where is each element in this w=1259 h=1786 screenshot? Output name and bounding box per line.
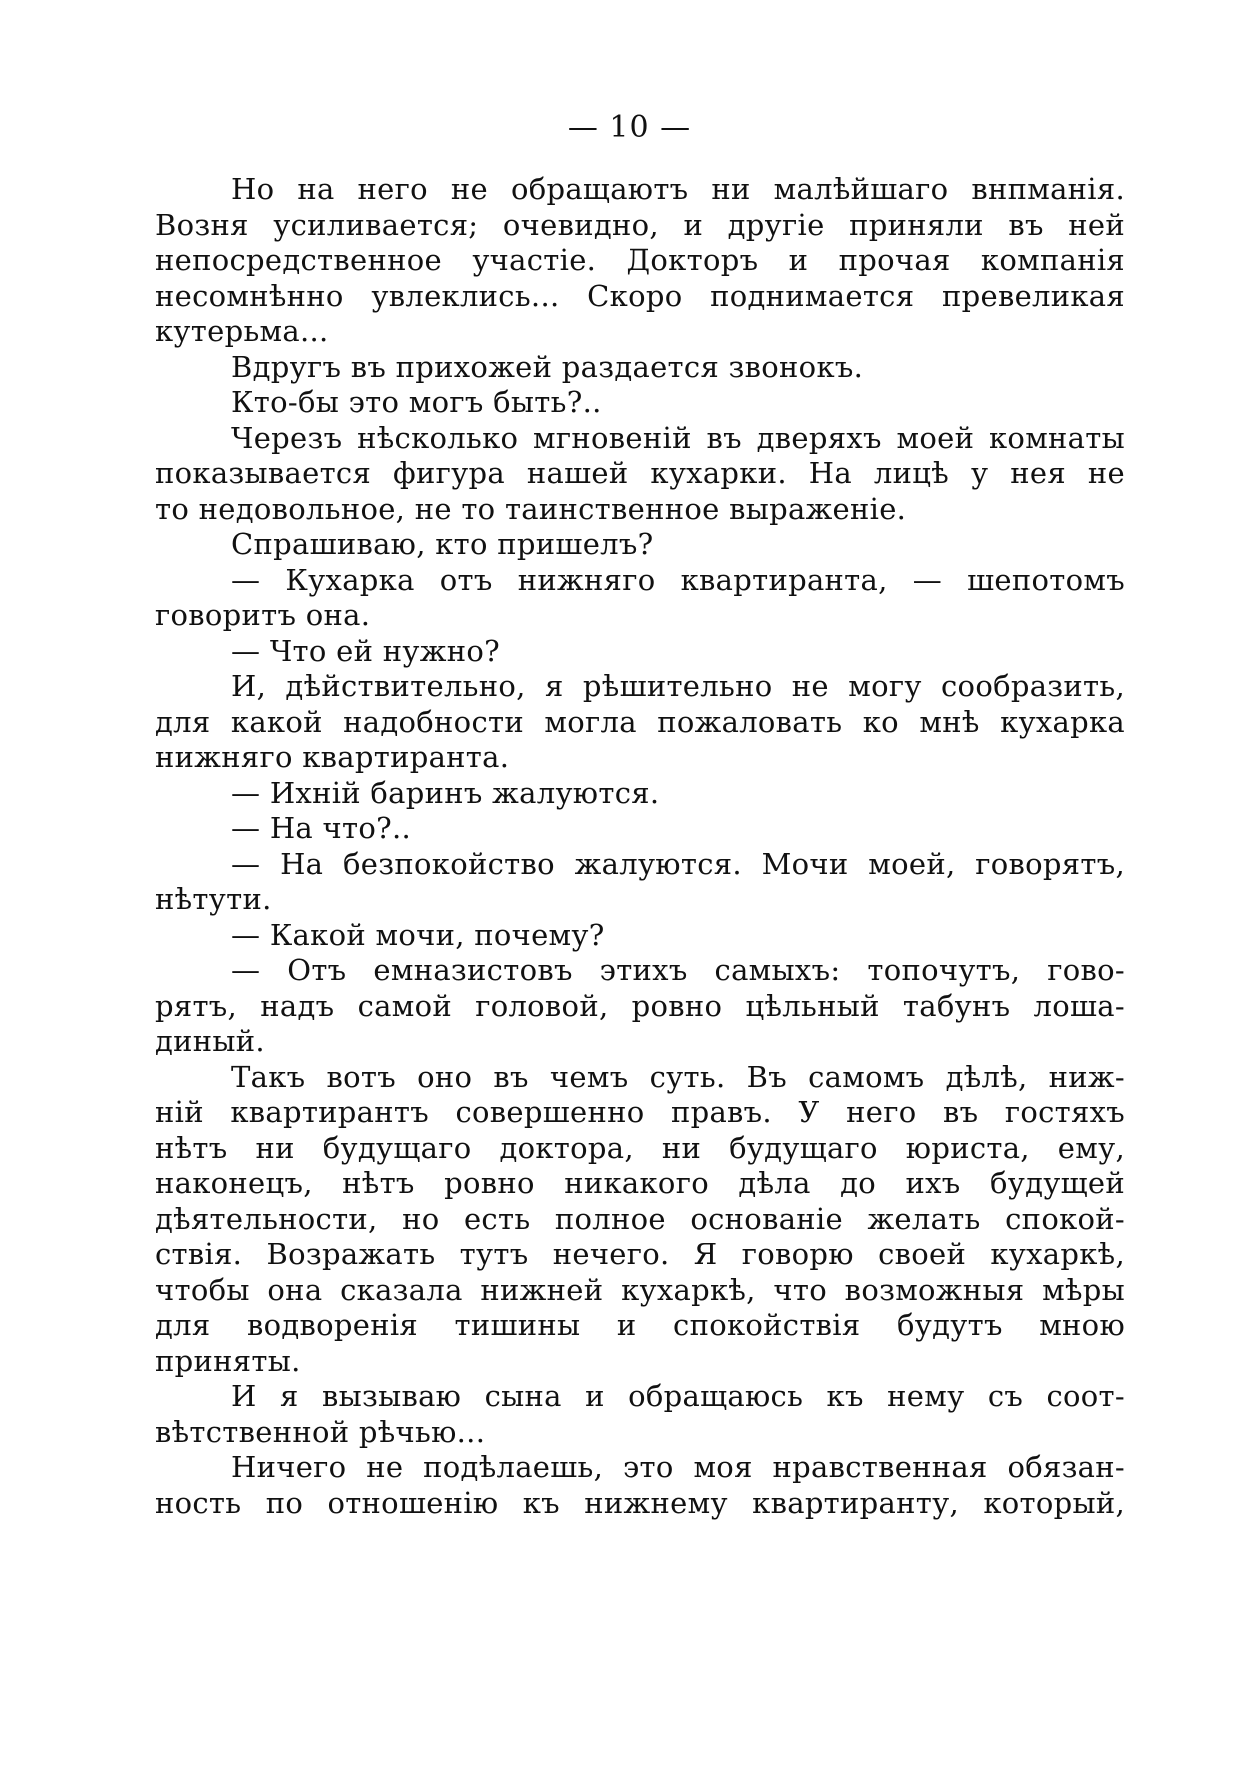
page-number: — 10 —	[567, 110, 692, 145]
text-line: наконецъ, нѣтъ ровно никакого дѣла до ихъ будущей	[155, 1166, 1125, 1200]
text-line: — На что?..	[231, 811, 411, 845]
text-line: Спрашиваю, кто пришелъ?	[231, 527, 654, 561]
text-line: Вдругъ въ прихожей раздается звонокъ.	[231, 349, 864, 384]
text-line: диный.	[155, 1024, 265, 1058]
body-text	[155, 172, 1125, 1521]
text-line: — Кухарка отъ нижняго квартиранта, — шепотомъ	[231, 562, 1125, 597]
text-line: кутерьма...	[155, 314, 329, 348]
text-line: приняты.	[155, 1343, 301, 1378]
text-line: рятъ, надъ самой головой, ровно цѣльный табунъ лоша-	[155, 988, 1125, 1023]
text-line: для водворенія тишины и спокойствія будутъ мною	[155, 1308, 1125, 1342]
text-line: ность по отношенію къ нижнему квартиранту, который,	[155, 1485, 1125, 1520]
text-line: нѣтути.	[155, 882, 272, 916]
text-line: Кто-бы это могъ быть?..	[231, 385, 602, 419]
text-line: ній квартирантъ совершенно правъ. У него въ гостяхъ	[155, 1095, 1125, 1129]
text-line: Возня усиливается; очевидно, и другіе приняли въ ней	[155, 207, 1125, 242]
text-line: — Ихній баринъ жалуются.	[231, 775, 660, 810]
text-line: — Какой мочи, почему?	[231, 917, 605, 952]
text-line: — Что ей нужно?	[231, 633, 500, 668]
text-line: нижняго квартиранта.	[155, 740, 510, 774]
text-line: то недовольное, не то таинственное выраженіе.	[155, 491, 907, 526]
text-line: говоритъ она.	[155, 598, 371, 632]
text-line: дѣятельности, но есть полное основаніе желать спокой-	[155, 1201, 1125, 1236]
text-line: вѣтственной рѣчью...	[155, 1414, 486, 1449]
text-line: показывается фигура нашей кухарки. На лицѣ у нея не	[155, 456, 1125, 490]
text-line: И, дѣйствительно, я рѣшительно не могу сообразить,	[231, 669, 1125, 703]
text-line: Черезъ нѣсколько мгновеній въ дверяхъ моей комнаты	[231, 420, 1125, 455]
text-line: чтобы она сказала нижней кухаркѣ, что возможныя мѣры	[155, 1272, 1125, 1307]
text-line: — На безпокойство жалуются. Мочи моей, говорятъ,	[231, 846, 1125, 881]
text-line: Такъ вотъ оно въ чемъ суть. Въ самомъ дѣлѣ, ниж-	[231, 1059, 1125, 1094]
text-line: Ничего не подѣлаешь, это моя нравственная обязан-	[231, 1450, 1125, 1484]
text-line: — Отъ емназистовъ этихъ самыхъ: топочутъ, гово-	[231, 953, 1125, 987]
text-line: Но на него не обращаютъ ни малѣйшаго внпманія.	[231, 172, 1125, 206]
text-line: И я вызываю сына и обращаюсь къ нему съ соот-	[231, 1379, 1125, 1413]
text-line: нѣтъ ни будущаго доктора, ни будущаго юриста, ему,	[155, 1130, 1125, 1165]
text-line: для какой надобности могла пожаловать ко мнѣ кухарка	[155, 704, 1125, 739]
text-line: непосредственное участіе. Докторъ и прочая компанія	[155, 243, 1125, 277]
text-line: несомнѣнно увлеклись... Скоро поднимается превеликая	[155, 278, 1125, 313]
text-line: ствія. Возражать тутъ нечего. Я говорю своей кухаркѣ,	[155, 1237, 1125, 1271]
